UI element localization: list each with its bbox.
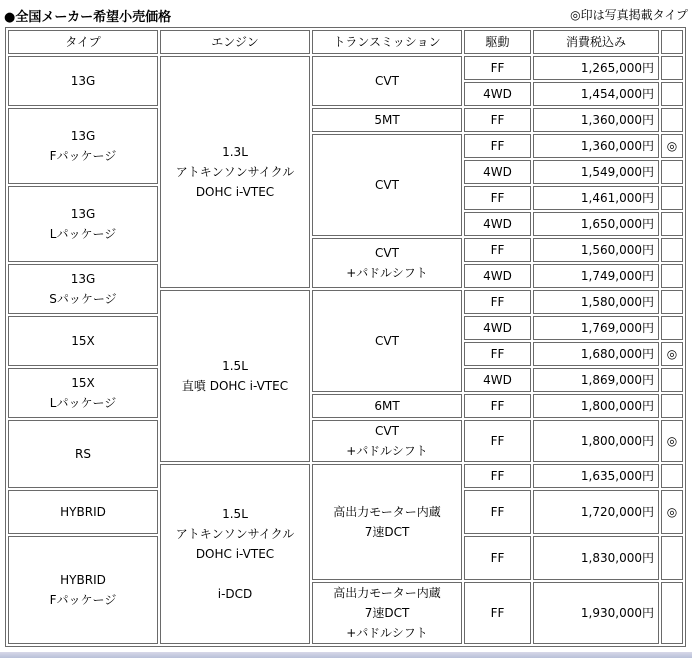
drive-cell: 4WD bbox=[464, 368, 531, 392]
drive-cell: FF bbox=[464, 134, 531, 158]
type-line: Fパッケージ bbox=[49, 149, 117, 163]
drive-cell: FF bbox=[464, 290, 531, 314]
type-line: Lパッケージ bbox=[49, 396, 117, 410]
table-row bbox=[8, 420, 683, 462]
photo-mark-cell bbox=[661, 56, 683, 80]
price-cell: 1,360,000円 bbox=[533, 134, 659, 158]
drive-cell: 4WD bbox=[464, 82, 531, 106]
drive-cell: FF bbox=[464, 536, 531, 580]
price-cell: 1,769,000円 bbox=[533, 316, 659, 340]
photo-mark-cell bbox=[661, 536, 683, 580]
transmission-line: CVT bbox=[375, 74, 399, 88]
drive-cell: 4WD bbox=[464, 264, 531, 288]
window-bottom-edge bbox=[0, 652, 692, 658]
price-table bbox=[5, 27, 686, 647]
transmission-line: CVT bbox=[375, 424, 399, 438]
type-line: 13G bbox=[70, 129, 96, 143]
photo-mark-cell bbox=[661, 212, 683, 236]
type-cell bbox=[8, 186, 158, 262]
type-cell bbox=[8, 264, 158, 314]
column-header-type: タイプ bbox=[8, 30, 158, 54]
price-cell: 1,461,000円 bbox=[533, 186, 659, 210]
type-cell bbox=[8, 420, 158, 488]
type-line: Sパッケージ bbox=[49, 292, 117, 306]
type-line: 13G bbox=[70, 207, 96, 221]
type-line: 13G bbox=[70, 74, 96, 88]
price-cell: 1,930,000円 bbox=[533, 582, 659, 644]
price-cell: 1,749,000円 bbox=[533, 264, 659, 288]
drive-cell: 4WD bbox=[464, 212, 531, 236]
type-line: RS bbox=[75, 447, 91, 461]
page-header bbox=[0, 0, 692, 27]
type-line: Fパッケージ bbox=[49, 593, 117, 607]
photo-mark-cell bbox=[661, 186, 683, 210]
transmission-cell bbox=[312, 238, 462, 288]
price-cell: 1,635,000円 bbox=[533, 464, 659, 488]
type-line: Lパッケージ bbox=[49, 227, 117, 241]
column-header-drive: 駆動 bbox=[464, 30, 531, 54]
engine-line: アトキンソンサイクル bbox=[175, 165, 295, 179]
type-line: HYBRID bbox=[60, 573, 106, 587]
column-header-mark bbox=[661, 30, 683, 54]
transmission-cell bbox=[312, 464, 462, 580]
table-row bbox=[8, 56, 683, 80]
drive-cell: FF bbox=[464, 186, 531, 210]
type-cell bbox=[8, 490, 158, 534]
engine-line: 直噴 DOHC i-VTEC bbox=[181, 379, 289, 393]
type-cell bbox=[8, 536, 158, 644]
price-cell: 1,800,000円 bbox=[533, 420, 659, 462]
transmission-line: 6MT bbox=[374, 399, 400, 413]
transmission-line: 5MT bbox=[374, 113, 400, 127]
drive-cell: 4WD bbox=[464, 316, 531, 340]
type-cell bbox=[8, 368, 158, 418]
price-cell: 1,800,000円 bbox=[533, 394, 659, 418]
transmission-line: CVT bbox=[375, 178, 399, 192]
transmission-line: CVT bbox=[375, 246, 399, 260]
engine-line: i-DCD bbox=[217, 587, 253, 601]
price-cell: 1,360,000円 bbox=[533, 108, 659, 132]
transmission-cell bbox=[312, 420, 462, 462]
transmission-cell bbox=[312, 134, 462, 236]
transmission-cell bbox=[312, 56, 462, 106]
price-cell: 1,869,000円 bbox=[533, 368, 659, 392]
transmission-cell bbox=[312, 394, 462, 418]
price-cell: 1,265,000円 bbox=[533, 56, 659, 80]
transmission-line: 高出力モーター内蔵 bbox=[333, 586, 441, 600]
engine-cell bbox=[160, 290, 310, 462]
column-header-price: 消費税込み bbox=[533, 30, 659, 54]
page-title: ●全国メーカー希望小売価格 bbox=[4, 10, 172, 25]
photo-mark-cell bbox=[661, 464, 683, 488]
photo-mark-note: ◎印は写真掲載タイプ bbox=[570, 8, 688, 22]
transmission-line: +パドルシフト bbox=[346, 626, 428, 640]
transmission-line: CVT bbox=[375, 334, 399, 348]
drive-cell: FF bbox=[464, 108, 531, 132]
transmission-line: 7速DCT bbox=[364, 606, 410, 620]
engine-line: DOHC i-VTEC bbox=[195, 547, 275, 561]
type-cell bbox=[8, 108, 158, 184]
price-cell: 1,549,000円 bbox=[533, 160, 659, 184]
drive-cell: FF bbox=[464, 394, 531, 418]
type-line: HYBRID bbox=[60, 505, 106, 519]
engine-line: DOHC i-VTEC bbox=[195, 185, 275, 199]
engine-line: 1.5L bbox=[222, 507, 248, 521]
transmission-line: 高出力モーター内蔵 bbox=[333, 505, 441, 519]
engine-cell bbox=[160, 464, 310, 644]
drive-cell: 4WD bbox=[464, 160, 531, 184]
type-line: 13G bbox=[70, 272, 96, 286]
photo-mark-cell bbox=[661, 82, 683, 106]
photo-mark-cell: ◎ bbox=[661, 134, 683, 158]
photo-mark-cell: ◎ bbox=[661, 490, 683, 534]
photo-mark-cell bbox=[661, 582, 683, 644]
engine-line: 1.5L bbox=[222, 359, 248, 373]
photo-mark-cell bbox=[661, 238, 683, 262]
price-cell: 1,560,000円 bbox=[533, 238, 659, 262]
drive-cell: FF bbox=[464, 238, 531, 262]
price-cell: 1,720,000円 bbox=[533, 490, 659, 534]
column-header-engine: エンジン bbox=[160, 30, 310, 54]
price-cell: 1,830,000円 bbox=[533, 536, 659, 580]
engine-line: アトキンソンサイクル bbox=[175, 527, 295, 541]
photo-mark-cell bbox=[661, 108, 683, 132]
transmission-cell bbox=[312, 108, 462, 132]
photo-mark-cell bbox=[661, 316, 683, 340]
transmission-line: +パドルシフト bbox=[346, 444, 428, 458]
drive-cell: FF bbox=[464, 342, 531, 366]
photo-mark-cell bbox=[661, 290, 683, 314]
type-line: 15X bbox=[71, 334, 95, 348]
engine-line bbox=[161, 564, 309, 584]
drive-cell: FF bbox=[464, 420, 531, 462]
photo-mark-cell bbox=[661, 160, 683, 184]
type-cell bbox=[8, 56, 158, 106]
photo-mark-cell: ◎ bbox=[661, 420, 683, 462]
price-cell: 1,580,000円 bbox=[533, 290, 659, 314]
type-line: 15X bbox=[71, 376, 95, 390]
engine-cell bbox=[160, 56, 310, 288]
table-row bbox=[8, 108, 683, 132]
transmission-line: 7速DCT bbox=[364, 525, 410, 539]
photo-mark-cell: ◎ bbox=[661, 342, 683, 366]
column-header-transmission: トランスミッション bbox=[312, 30, 462, 54]
type-cell bbox=[8, 316, 158, 366]
drive-cell: FF bbox=[464, 56, 531, 80]
transmission-cell bbox=[312, 582, 462, 644]
photo-mark-cell bbox=[661, 394, 683, 418]
price-cell: 1,454,000円 bbox=[533, 82, 659, 106]
photo-mark-cell bbox=[661, 264, 683, 288]
transmission-cell bbox=[312, 290, 462, 392]
drive-cell: FF bbox=[464, 582, 531, 644]
photo-mark-cell bbox=[661, 368, 683, 392]
price-cell: 1,680,000円 bbox=[533, 342, 659, 366]
table-header-row bbox=[8, 30, 683, 54]
drive-cell: FF bbox=[464, 490, 531, 534]
drive-cell: FF bbox=[464, 464, 531, 488]
transmission-line: +パドルシフト bbox=[346, 266, 428, 280]
engine-line: 1.3L bbox=[222, 145, 248, 159]
price-cell: 1,650,000円 bbox=[533, 212, 659, 236]
